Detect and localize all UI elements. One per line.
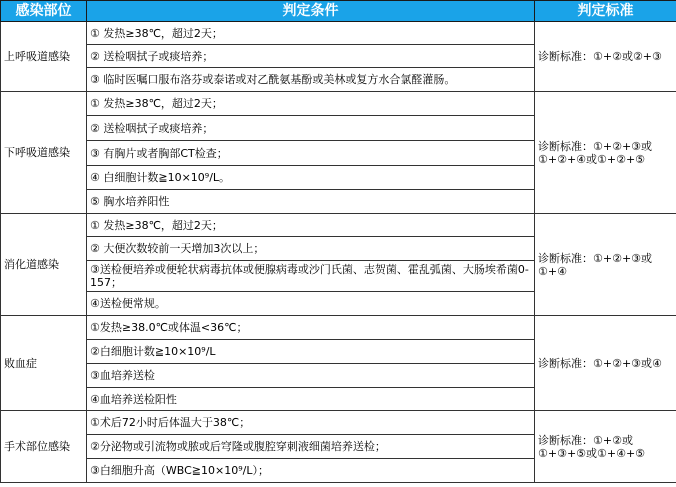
infection-part-cell: 消化道感染 — [1, 214, 87, 316]
standard-cell: 诊断标准：①+②+③或①+②+④或①+②+⑤ — [535, 92, 676, 214]
condition-cell: ① 发热≥38℃，超过2天； — [87, 22, 535, 45]
condition-cell: ①术后72小时后体温大于38℃； — [87, 411, 535, 435]
condition-cell: ① 发热≥38℃，超过2天； — [87, 214, 535, 237]
condition-cell: ① 发热≥38℃，超过2天； — [87, 92, 535, 116]
infection-part-cell: 手术部位感染 — [1, 411, 87, 483]
table-row — [1, 22, 676, 45]
table-row — [1, 214, 676, 237]
header-condition: 判定条件 — [87, 1, 535, 22]
condition-cell: ④ 白细胞计数≧10×10⁹/L。 — [87, 166, 535, 190]
condition-cell: ② 大便次数较前一天增加3次以上； — [87, 237, 535, 261]
header-standard: 判定标准 — [535, 1, 676, 22]
condition-cell: ③白细胞升高（WBC≧10×10⁹/L）； — [87, 459, 535, 483]
standard-cell: 诊断标准：①+②+③或④ — [535, 316, 676, 411]
table-row — [1, 92, 676, 116]
infection-part-cell: 败血症 — [1, 316, 87, 411]
condition-cell: ③ 临时医嘱口服布洛芬或泰诺或对乙酰氨基酚或美林或复方水合氯醛灌肠。 — [87, 68, 535, 92]
infection-part-cell: 下呼吸道感染 — [1, 92, 87, 214]
table-row — [1, 411, 676, 435]
condition-cell: ③ 有胸片或者胸部CT检查； — [87, 141, 535, 166]
infection-part-cell: 上呼吸道感染 — [1, 22, 87, 92]
standard-cell: 诊断标准：①+②或①+③+⑤或①+④+⑤ — [535, 411, 676, 483]
header-row — [1, 1, 676, 22]
condition-cell: ①发热≥38.0℃或体温<36℃； — [87, 316, 535, 340]
condition-cell: ③血培养送检 — [87, 364, 535, 388]
header-part: 感染部位 — [1, 1, 87, 22]
condition-cell: ③送检便培养或便轮状病毒抗体或便腺病毒或沙门氏菌、志贺菌、霍乱弧菌、大肠埃希菌0-157； — [87, 261, 535, 292]
condition-cell: ②分泌物或引流物或脓或后穹隆或腹腔穿刺液细菌培养送检； — [87, 435, 535, 459]
condition-cell: ④送检便常规。 — [87, 292, 535, 316]
condition-cell: ② 送检咽拭子或痰培养； — [87, 116, 535, 141]
table-row — [1, 316, 676, 340]
condition-cell: ④血培养送检阳性 — [87, 388, 535, 411]
condition-cell: ②白细胞计数≧10×10⁹/L — [87, 340, 535, 364]
condition-cell: ② 送检咽拭子或痰培养； — [87, 45, 535, 68]
condition-cell: ⑤ 胸水培养阳性 — [87, 190, 535, 214]
standard-cell: 诊断标准：①+②或②+③ — [535, 22, 676, 92]
standard-cell: 诊断标准：①+②+③或①+④ — [535, 214, 676, 316]
